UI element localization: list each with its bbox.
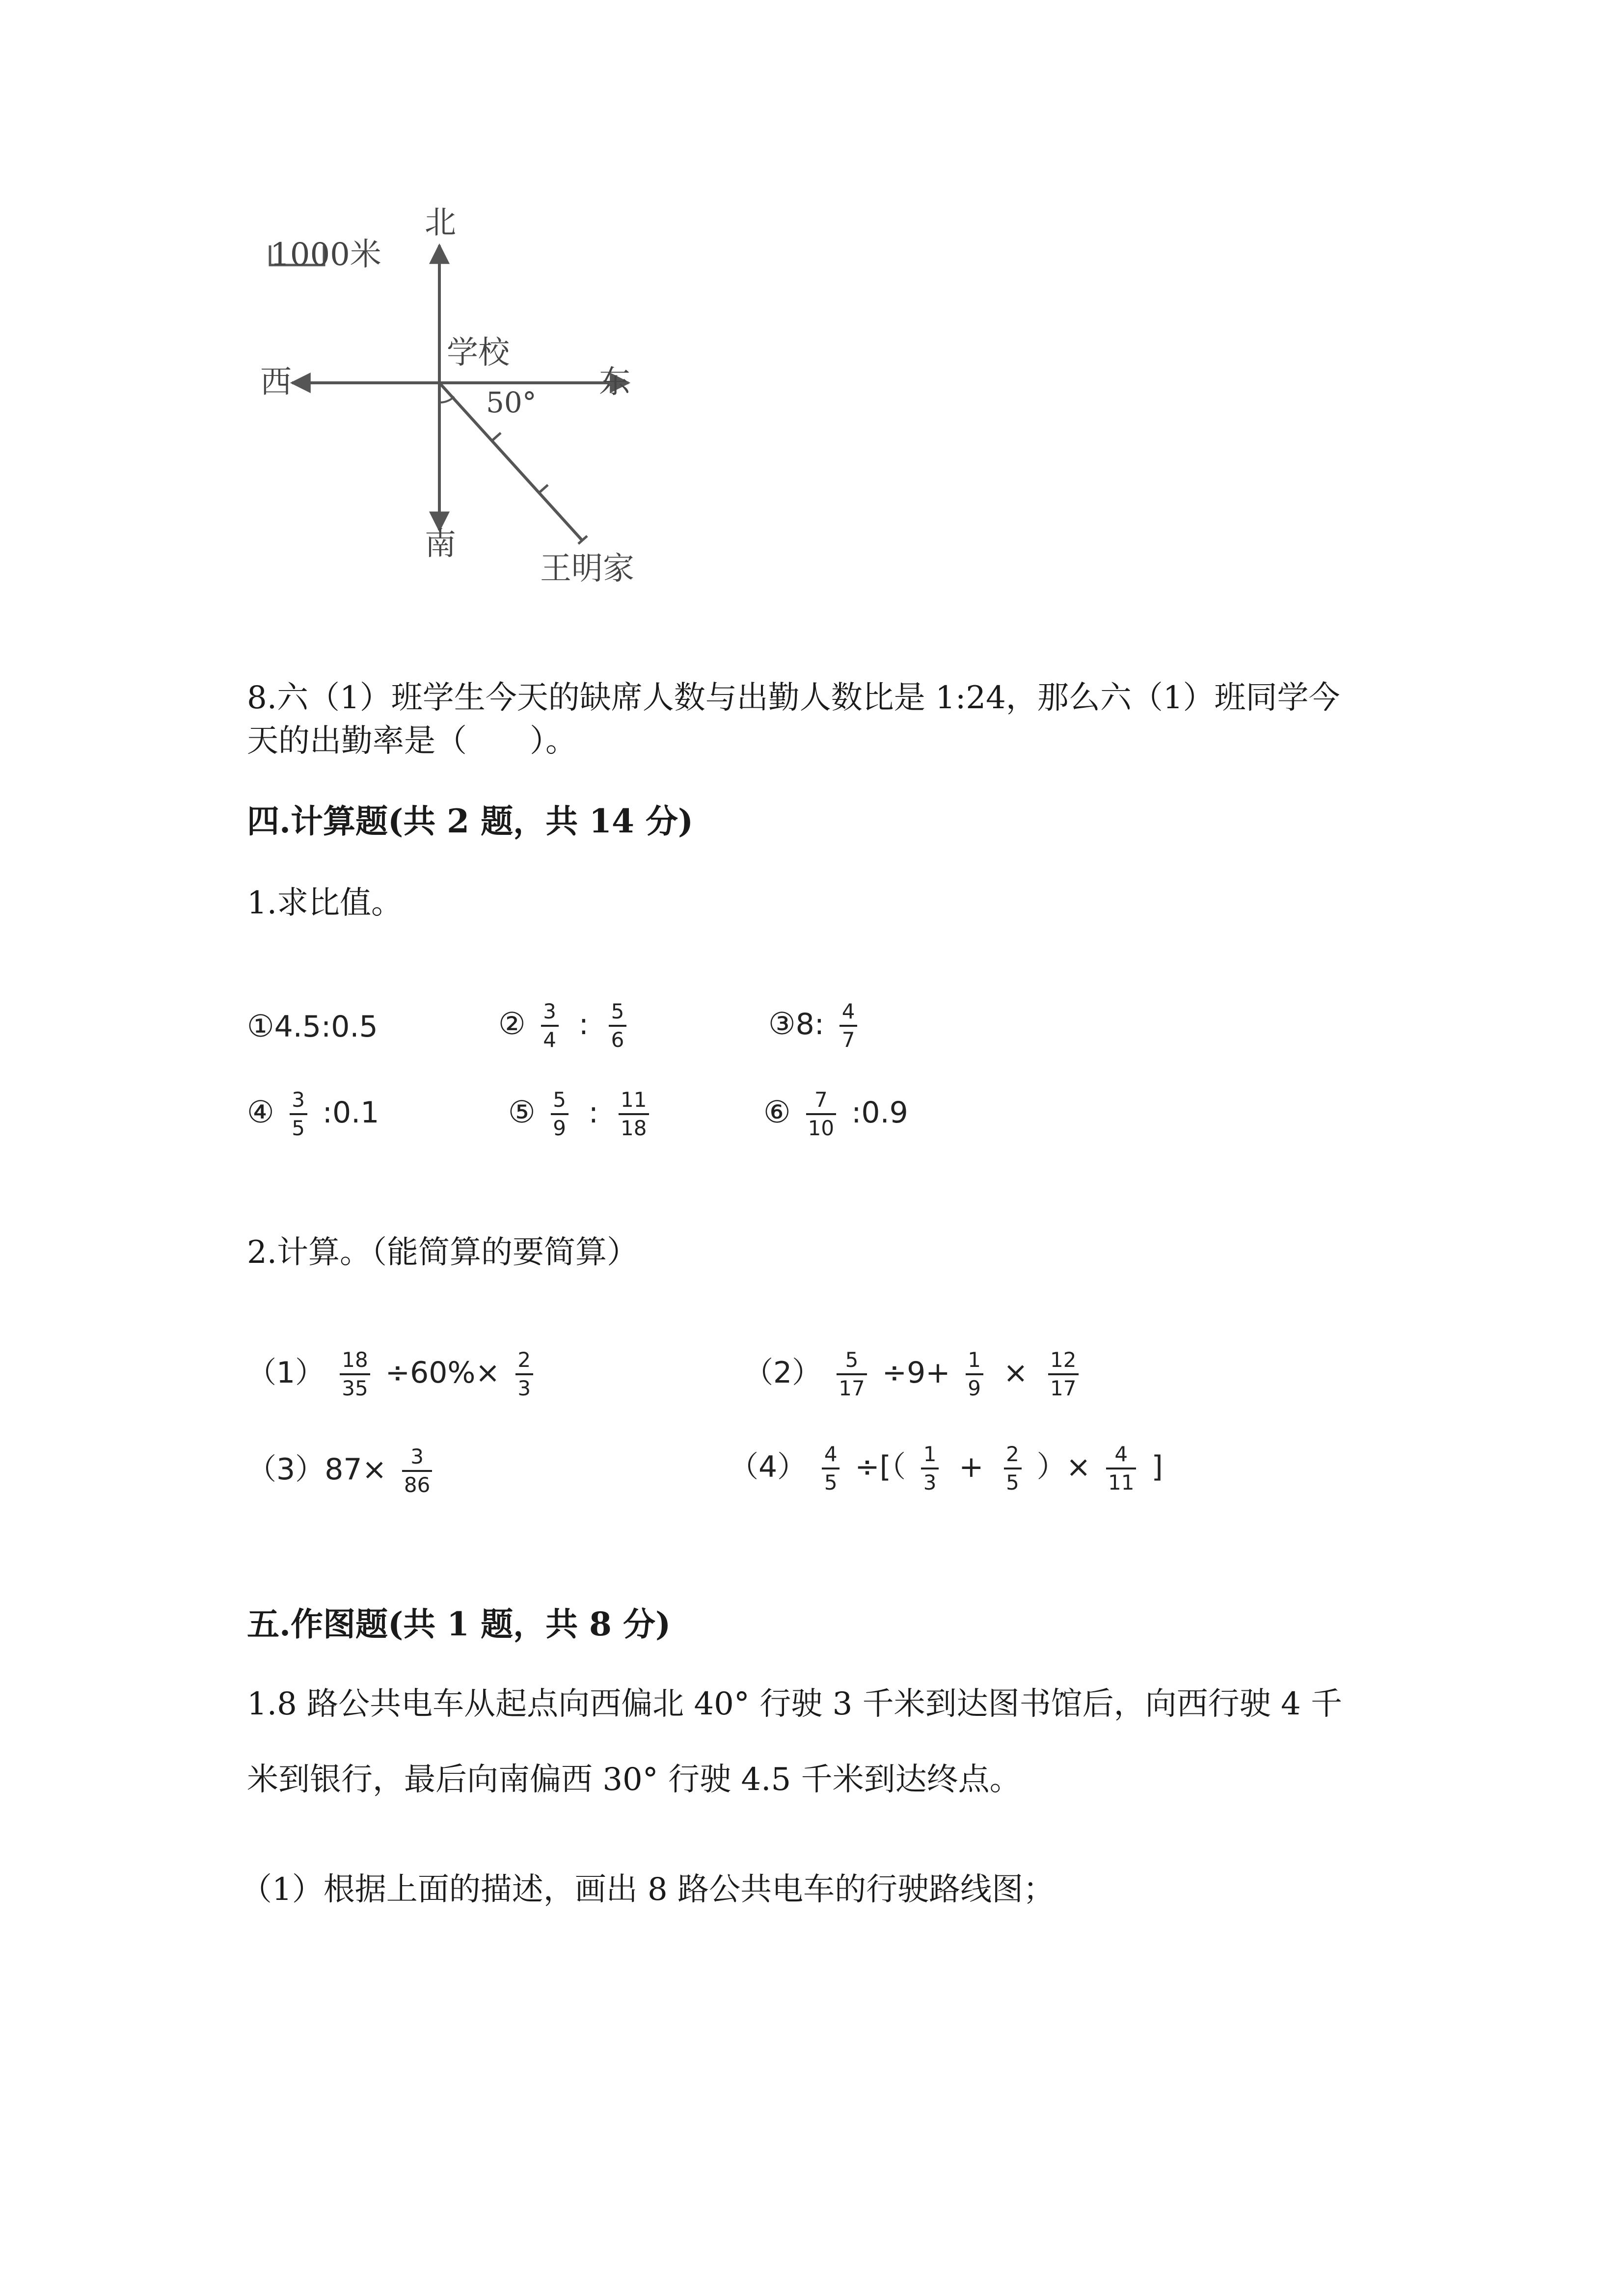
west-label: 西: [260, 364, 292, 400]
ratio-item-2: [498, 1000, 632, 1051]
s5-p1-line1: 1.8 路公共电车从起点向西偏北 40° 行驶 3 千米到达图书馆后，向西行驶 4 千: [247, 1686, 1343, 1722]
section4-heading: 四.计算题(共 2 题，共 14 分): [247, 802, 694, 840]
expr-op: ]: [1151, 1449, 1163, 1484]
ratio-suffix: :0.1: [322, 1095, 379, 1130]
ratio-sep: :: [588, 1095, 598, 1130]
fraction: $\frac{1}{9}$: [966, 1349, 983, 1400]
fraction: $\frac{3}{5}$: [290, 1089, 307, 1140]
fraction: $\frac{3}{86}$: [402, 1445, 432, 1496]
north-label: 北: [425, 205, 456, 241]
ratio-item-1: [247, 1008, 378, 1044]
ratio-suffix: :0.9: [851, 1095, 908, 1130]
s4-p2-title: 2.计算。（能简算的要简算）: [247, 1234, 639, 1271]
item-label: ①: [247, 1008, 274, 1044]
fraction: $\frac{3}{4}$: [541, 1000, 559, 1051]
expr-label: （1）: [247, 1355, 325, 1390]
fraction: $\frac{11}{18}$: [619, 1089, 649, 1140]
expr-3: [247, 1445, 438, 1496]
q8-line2: 天的出勤率是（ ）。: [247, 723, 577, 759]
fraction: $\frac{7}{10}$: [806, 1089, 836, 1140]
fraction: $\frac{1}{3}$: [921, 1443, 939, 1494]
fraction: $\frac{4}{7}$: [839, 1000, 857, 1051]
expr-label: （2）: [744, 1355, 822, 1390]
school-label: 学校: [447, 335, 510, 371]
q8-line1: 8.六（1）班学生今天的缺席人数与出勤人数比是 1:24，那么六（1）班同学今: [247, 680, 1340, 716]
section5-heading: 五.作图题(共 1 题，共 8 分): [247, 1605, 671, 1643]
fraction: $\frac{18}{35}$: [340, 1349, 370, 1400]
fraction: $\frac{4}{5}$: [822, 1443, 839, 1494]
fraction: $\frac{2}{3}$: [515, 1349, 533, 1400]
ratio-item-5: [508, 1089, 655, 1140]
ratio-item-6: [763, 1089, 908, 1140]
home-label: 王明家: [540, 551, 634, 587]
s5-p1-line2: 米到银行，最后向南偏西 30° 行驶 4.5 千米到达终点。: [247, 1762, 1021, 1798]
angle-label: 50°: [486, 386, 537, 419]
expr-op: +: [959, 1449, 984, 1484]
fraction: $\frac{5}{6}$: [609, 1000, 626, 1051]
east-label: 东: [599, 364, 630, 400]
expr-4: [729, 1443, 1163, 1494]
south-label: 南: [425, 526, 456, 562]
ratio-text: 4.5:0.5: [274, 1010, 378, 1044]
fraction: $\frac{12}{17}$: [1048, 1349, 1078, 1400]
expr-2: [744, 1349, 1084, 1400]
s5-sub1: （1）根据上面的描述，画出 8 路公共电车的行驶路线图；: [241, 1871, 1055, 1908]
item-label: ②: [498, 1005, 526, 1041]
scale-label: 1000米: [270, 237, 381, 273]
item-label: ④: [247, 1094, 274, 1130]
fraction: $\frac{5}{9}$: [551, 1089, 568, 1140]
ratio-item-4: [247, 1089, 379, 1140]
fraction: $\frac{4}{11}$: [1106, 1443, 1136, 1494]
expr-op: ×: [1003, 1355, 1028, 1390]
fraction: $\frac{5}{17}$: [837, 1349, 866, 1400]
expr-op: ÷[（: [855, 1449, 906, 1484]
ratio-item-3: [768, 1000, 863, 1051]
direction-diagram: [236, 187, 677, 604]
expr-label: （3）: [247, 1452, 325, 1487]
item-label: ③: [768, 1005, 796, 1041]
expr-op: ÷60%×: [385, 1355, 500, 1390]
expr-op: 87×: [325, 1452, 387, 1487]
expr-label: （4）: [729, 1449, 807, 1484]
item-label: ⑤: [508, 1094, 536, 1130]
ratio-sep: :: [578, 1007, 589, 1041]
expr-op: ÷9+: [882, 1355, 950, 1390]
fraction: $\frac{2}{5}$: [1004, 1443, 1022, 1494]
item-label: ⑥: [763, 1094, 791, 1130]
expr-1: [247, 1349, 539, 1400]
expr-op: ）×: [1036, 1449, 1091, 1484]
s4-p1-title: 1.求比值。: [247, 885, 403, 921]
ratio-prefix: 8:: [795, 1007, 824, 1041]
